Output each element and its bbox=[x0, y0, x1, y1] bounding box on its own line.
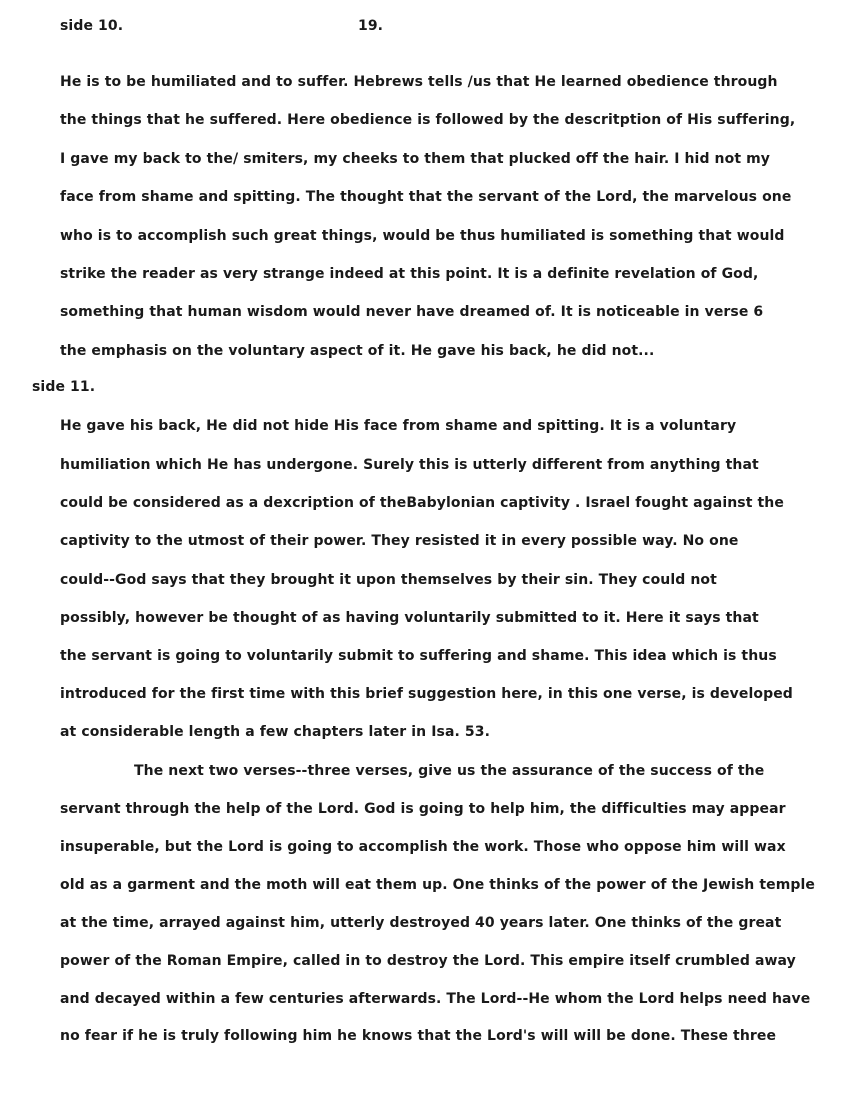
text-line: insuperable, but the Lord is going to accomplish the work. Those who oppose him will wax bbox=[60, 839, 786, 855]
side-marker: side 11. bbox=[32, 379, 96, 395]
text-line: I gave my back to the/ smiters, my cheeks to them that plucked off the hair. I hid not my bbox=[60, 151, 771, 167]
text-line: possibly, however be thought of as having voluntarily submitted to it. Here it says that bbox=[60, 610, 759, 626]
text-line: the things that he suffered. Here obedience is followed by the descritption of His suffering, bbox=[60, 112, 796, 128]
page-number: 19. bbox=[358, 18, 384, 34]
text-line: The next two verses--three verses, give us the assurance of the success of the bbox=[134, 763, 765, 779]
text-line: at the time, arrayed against him, utterly destroyed 40 years later. One thinks of the great bbox=[60, 915, 782, 931]
text-line: introduced for the first time with this brief suggestion here, in this one verse, is developed bbox=[60, 686, 793, 702]
text-line: at considerable length a few chapters later in Isa. 53. bbox=[60, 724, 490, 740]
text-line: He gave his back, He did not hide His face from shame and spitting. It is a voluntary bbox=[60, 418, 737, 434]
text-line: could be considered as a dexcription of theBabylonian captivity . Israel fought against the bbox=[60, 495, 784, 511]
text-line: something that human wisdom would never have dreamed of. It is noticeable in verse 6 bbox=[60, 304, 764, 320]
text-line: humiliation which He has undergone. Surely this is utterly different from anything that bbox=[60, 457, 759, 473]
text-line: could--God says that they brought it upon themselves by their sin. They could not bbox=[60, 572, 717, 588]
text-line: servant through the help of the Lord. God is going to help him, the difficulties may appear bbox=[60, 801, 786, 817]
side-label: side 10. bbox=[60, 18, 124, 34]
text-line: who is to accomplish such great things, would be thus humiliated is something that would bbox=[60, 228, 785, 244]
text-line: no fear if he is truly following him he knows that the Lord's will will be done. These three bbox=[60, 1028, 777, 1044]
text-line: face from shame and spitting. The thought that the servant of the Lord, the marvelous one bbox=[60, 189, 792, 205]
text-line: captivity to the utmost of their power. They resisted it in every possible way. No one bbox=[60, 533, 739, 549]
text-line: old as a garment and the moth will eat them up. One thinks of the power of the Jewish temple bbox=[60, 877, 816, 893]
text-line: He is to be humiliated and to suffer. Hebrews tells /us that He learned obedience through bbox=[60, 74, 778, 90]
text-line: the servant is going to voluntarily submit to suffering and shame. This idea which is thus bbox=[60, 648, 777, 664]
text-line: and decayed within a few centuries afterwards. The Lord--He whom the Lord helps need have bbox=[60, 991, 811, 1007]
text-line: the emphasis on the voluntary aspect of it. He gave his back, he did not... bbox=[60, 343, 655, 359]
text-line: power of the Roman Empire, called in to destroy the Lord. This empire itself crumbled away bbox=[60, 953, 796, 969]
text-line: strike the reader as very strange indeed at this point. It is a definite revelation of God, bbox=[60, 266, 759, 282]
